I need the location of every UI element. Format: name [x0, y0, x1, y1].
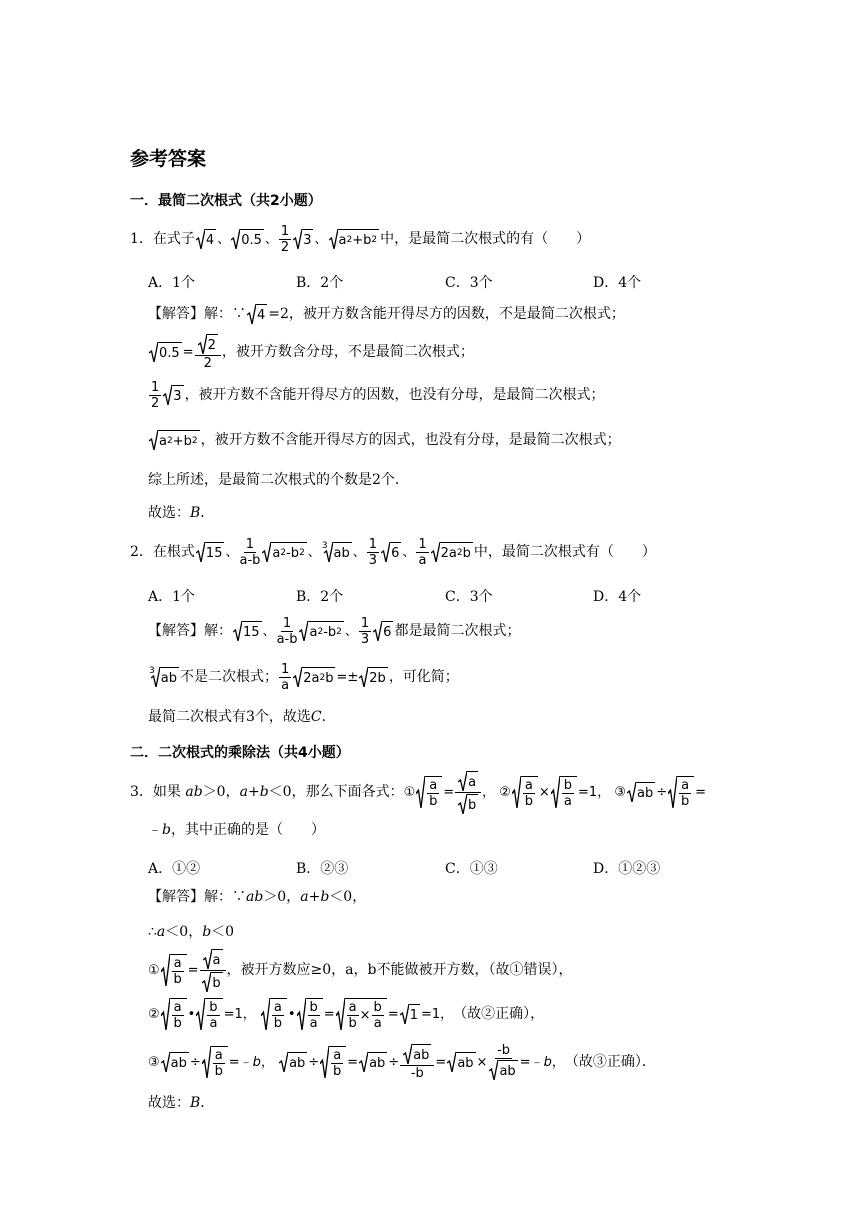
q3-option-d: D．①②③ — [593, 861, 661, 877]
q3-sol-0: 【解答】解：∵ — [148, 889, 246, 905]
question-2-stem — [130, 535, 656, 569]
q2-solution-line-2: 3 ab 不是二次根式； 1 a 2a 2 b =± 2b ，可化简； — [149, 661, 459, 693]
q1-solution-line-1: 【解答】解：∵ 4 =2，被开方数含能开得尽方的因数，不是最简二次根式； — [148, 306, 625, 323]
q3-solution-line-2: ∴ a ＜0， b ＜0 — [148, 924, 235, 940]
q1-sol-6: 故选： — [148, 505, 190, 521]
q3-solution-line-1: 【解答】解：∵ ab ＞0， a + b ＜0， — [148, 889, 367, 905]
q2-solution-line-1: 【解答】解： 15 、 1 a-b a 2 -b 2 、 1 3 6 都是最简二次根式； — [148, 615, 521, 647]
q1-sol-3: ，被开方数不含能开得尽方的因数，也没有分母，是最简二次根式； — [184, 387, 605, 403]
q2-sol-3: ，可化简； — [388, 669, 459, 685]
q3-sol-1: ∴ — [148, 924, 157, 940]
question-1-stem — [130, 222, 590, 256]
q2-expressions: 15 、 1 a-b a 2 -b 2 、 3 ab 、 1 3 6 、 1 a 2a 2 b — [195, 538, 474, 567]
q3-sol-3: （故②正确）， — [453, 1006, 545, 1022]
question-3-stem: 3． 如果 ab ＞0， a + b ＜0 ，那么下面各式： ① a b = a b ， ② a b × b a =1， ③ ab ÷ a b = — [130, 772, 706, 812]
q3-option-b: B．②③ — [296, 861, 349, 877]
section-heading-1 — [130, 194, 322, 208]
q2-option-a: A．1个 — [148, 589, 196, 605]
q3-solution-line-5: ③ ab ÷ a b =﹣ b ， ab ÷ a b = ab ÷ ab -b = ab × -b ab =﹣ b ， （故③正确）． — [148, 1043, 656, 1081]
q2-option-d: D．4个 — [593, 589, 642, 605]
q3-stem-end: ，其中正确的是（ ） — [170, 822, 325, 838]
q3-sol-2: ，被开方数应≥0，a，b不能做被开方数，（故①错误）， — [226, 962, 573, 978]
q3-expressions: ① a b = a b ， ② a b × b a =1， ③ ab ÷ a b = — [404, 771, 706, 814]
q1-number: 1． — [130, 231, 153, 247]
q1-answer: B — [190, 505, 201, 521]
q1-solution-line-4: a 2 +b 2 ，被开方数不含能开得尽方的因式，也没有分母，是最简二次根式； — [148, 427, 621, 453]
q1-sol-2: ，被开方数含分母，不是最简二次根式； — [221, 344, 474, 360]
q3-solution-line-3: ① a b = a b ，被开方数应≥0，a，b不能做被开方数，（故①错误）， — [148, 950, 572, 990]
q1-option-d: D．4个 — [593, 275, 642, 291]
q1-sol-4: ，被开方数不含能开得尽方的因式，也没有分母，是最简二次根式； — [200, 432, 621, 448]
q1-option-c: C．3个 — [445, 275, 493, 291]
q2-stem-pre: 在根式 — [152, 544, 195, 560]
q2-stem-post: 中，最简二次根式有（ ） — [473, 544, 656, 560]
title-text: 参考答案 — [130, 148, 207, 170]
section-1-text: 一．最简二次根式（共2小题） — [130, 193, 322, 209]
q2-sol-1: 都是最简二次根式； — [394, 623, 521, 639]
q3-sol-4: （故③正确）． — [564, 1054, 656, 1070]
q2-solution-line-3: 最简二次根式有3个，故选 C ． — [148, 709, 336, 725]
q3-solution-line-6: 故选： B ． — [148, 1095, 215, 1111]
q2-answer: C — [310, 709, 322, 725]
q3-stem-mid: ，那么下面各式： — [291, 784, 404, 800]
q3-option-a: A．①② — [148, 861, 201, 877]
q1-sol-0: 【解答】解：∵ — [148, 306, 246, 322]
q1-sol-1: =2，被开方数含能开得尽方的因数，不是最简二次根式； — [268, 306, 625, 322]
page-title — [130, 150, 206, 169]
q1-sol-5: 综上所述，是最简二次根式的个数是2个． — [148, 472, 409, 488]
q3-solution-line-4: ② a b • b a =1， a b • b a = a b × b a = 1 =1， （故②正确）， — [148, 1000, 545, 1031]
q2-option-b: B．2个 — [296, 589, 344, 605]
q3-answer: B — [190, 1095, 201, 1111]
q3-option-c: C．①③ — [445, 861, 498, 877]
q2-sol-4: 最简二次根式有3个，故选 — [148, 709, 311, 725]
q1-option-b: B．2个 — [296, 275, 344, 291]
q1-expressions: 4 、 0.5 、 1 2 3 、 a 2 +b 2 — [195, 225, 380, 254]
q3-stem-pre: 如果 — [152, 784, 181, 800]
q1-solution-line-6: 故选： B ． — [148, 505, 215, 521]
q2-number: 2． — [130, 544, 153, 560]
q2-sol-0: 【解答】解： — [148, 623, 232, 639]
q2-sol-2: 不是二次根式； — [179, 669, 278, 685]
q1-option-a: A．1个 — [148, 275, 196, 291]
q1-solution-line-2: 0.5 = 2 2 ，被开方数含分母，不是最简二次根式； — [148, 334, 474, 370]
q1-solution-line-5 — [148, 473, 409, 487]
q3-sol-5: 故选： — [148, 1095, 190, 1111]
q2-option-c: C．3个 — [445, 589, 493, 605]
q1-solution-line-3: 1 2 3 ，被开方数不含能开得尽方的因数，也没有分母，是最简二次根式； — [151, 379, 605, 411]
question-3-stem-cont: ﹣ b ，其中正确的是（ ） — [148, 822, 325, 838]
section-2-text: 二．二次根式的乘除法（共4小题） — [130, 745, 350, 761]
section-heading-2 — [130, 746, 350, 760]
q1-stem-pre: 在式子 — [152, 231, 195, 247]
q3-number: 3． — [130, 784, 153, 800]
q1-stem-post: 中，是最简二次根式的有（ ） — [380, 231, 591, 247]
